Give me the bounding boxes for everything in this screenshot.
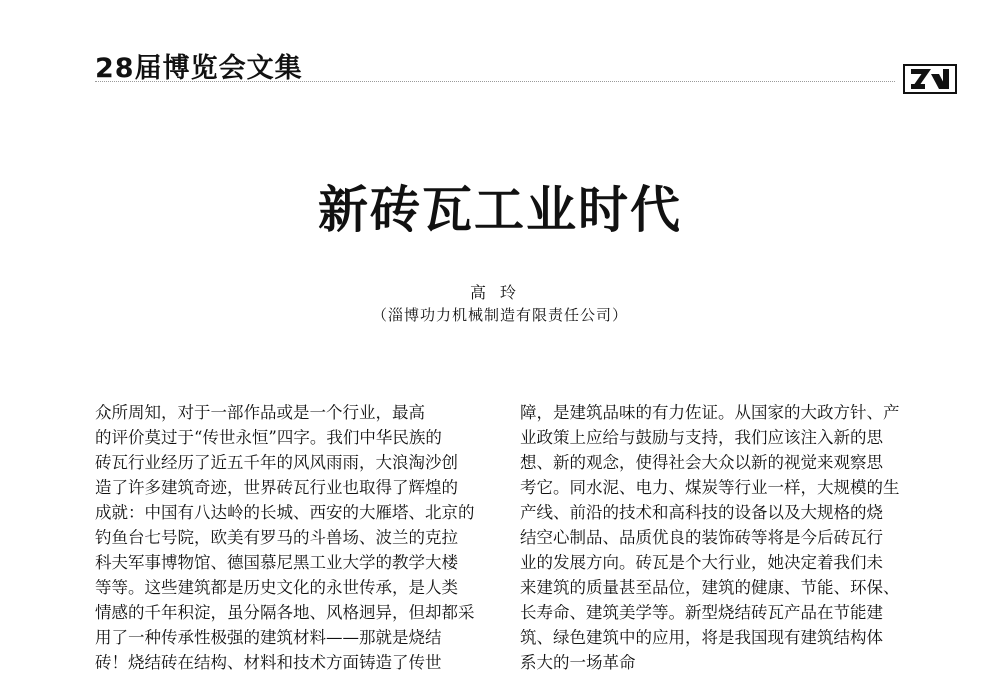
body-left-column xyxy=(95,400,495,675)
body-line: 科夫军事博物馆、德国慕尼黑工业大学的教学大楼 xyxy=(95,553,458,572)
body-line: 用了一种传承性极强的建筑材料——那就是烧结 xyxy=(95,628,442,647)
body-line: 砖瓦行业经历了近五千年的风风雨雨，大浪淘沙创 xyxy=(95,453,458,472)
body-line: 系大的一场革命 xyxy=(520,653,636,672)
body-line: 情感的千年积淀，虽分隔各地、风格迥异，但却都采 xyxy=(95,603,475,622)
body-line: 筑、绿色建筑中的应用，将是我国现有建筑结构体 xyxy=(520,628,883,647)
body-line: 业政策上应给与鼓励与支持，我们应该注入新的思 xyxy=(520,428,883,447)
body-line: 众所周知，对于一部作品或是一个行业，最高 xyxy=(95,403,425,422)
author-affiliation: （淄博功力机械制造有限责任公司） xyxy=(371,306,628,324)
header-divider xyxy=(95,81,895,82)
body-line: 来建筑的质量甚至品位，建筑的健康、节能、环保、 xyxy=(520,578,900,597)
body-line: 产线、前沿的技术和高科技的设备以及大规格的烧 xyxy=(520,503,883,522)
author-name: 高玲 xyxy=(469,283,530,302)
body-line: 的评价莫过于“传世永恒”四字。我们中华民族的 xyxy=(95,428,442,447)
body-line: 想、新的观念，使得社会大众以新的视觉来观察思 xyxy=(520,453,883,472)
body-line: 成就：中国有八达岭的长城、西安的大雁塔、北京的 xyxy=(95,503,475,522)
body-line: 钓鱼台七号院，欧美有罗马的斗兽场、波兰的克拉 xyxy=(95,528,458,547)
body-line: 结空心制品、品质优良的装饰砖等将是今后砖瓦行 xyxy=(520,528,883,547)
body-line: 长寿命、建筑美学等。新型烧结砖瓦产品在节能建 xyxy=(520,603,883,622)
collection-title: 28届博览会文集 xyxy=(95,53,303,84)
article-title: 新砖瓦工业时代 xyxy=(318,180,682,239)
body-line: 障，是建筑品味的有力佐证。从国家的大政方针、产 xyxy=(520,403,900,422)
publisher-logo-icon xyxy=(903,64,957,94)
body-right-column xyxy=(520,400,920,675)
body-line: 业的发展方向。砖瓦是个大行业，她决定着我们未 xyxy=(520,553,883,572)
body-line: 等等。这些建筑都是历史文化的永世传承，是人类 xyxy=(95,578,458,597)
body-line: 造了许多建筑奇迹，世界砖瓦行业也取得了辉煌的 xyxy=(95,478,458,497)
body-line: 砖！烧结砖在结构、材料和技术方面铸造了传世 xyxy=(95,653,442,672)
body-line: 考它。同水泥、电力、煤炭等行业一样，大规模的生 xyxy=(520,478,900,497)
